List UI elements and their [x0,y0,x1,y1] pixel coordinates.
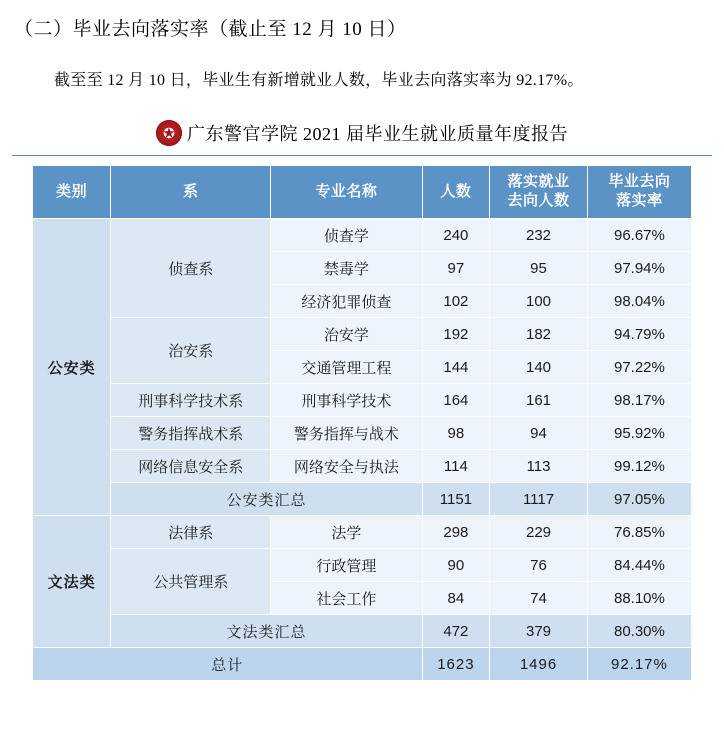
column-header-category [33,166,111,219]
cell-count: 90 [422,549,490,582]
table-header-row [33,166,692,219]
cell-employed: 232 [490,219,588,252]
cell-employed: 100 [490,285,588,318]
cell-rate: 88.10% [587,582,691,615]
cell-major: 行政管理 [271,549,422,582]
table-row [33,219,692,252]
cell-count: 97 [422,252,490,285]
cell-department-xingshi: 刑事科学技术系 [111,384,271,417]
table-row-total [33,648,692,681]
cell-rate: 94.79% [587,318,691,351]
column-header-rate-line1: 毕业去向 [608,173,671,191]
column-header-category-label: 类别 [56,182,88,200]
cell-count: 84 [422,582,490,615]
table-body [33,219,692,681]
document-page [0,14,724,739]
cell-department-zhencha: 侦查系 [111,219,271,318]
employment-rate-table [32,165,692,681]
cell-major: 网络安全与执法 [271,450,422,483]
cell-total-rate: 92.17% [587,648,691,681]
cell-employed: 113 [490,450,588,483]
cell-employed: 140 [490,351,588,384]
cell-total-count: 1623 [422,648,490,681]
cell-subtotal-rate: 80.30% [587,615,691,648]
cell-count: 298 [422,516,490,549]
cell-category-wenfa: 文法类 [33,516,111,648]
report-title-row [0,120,724,146]
column-header-employed [490,166,588,219]
cell-rate: 98.17% [587,384,691,417]
cell-subtotal-employed: 1117 [490,483,588,516]
column-header-rate-line2: 落实率 [616,192,663,209]
table-row [33,318,692,351]
cell-count: 98 [422,417,490,450]
cell-employed: 182 [490,318,588,351]
cell-total-label: 总计 [33,648,423,681]
column-header-employed-line2: 去向人数 [507,192,570,209]
school-emblem-icon [156,120,182,146]
cell-employed: 76 [490,549,588,582]
cell-rate: 97.22% [587,351,691,384]
table-row [33,450,692,483]
column-header-employed-line1: 落实就业 [507,173,570,191]
column-header-department [111,166,271,219]
column-header-rate [587,166,691,219]
cell-subtotal-count: 1151 [422,483,490,516]
cell-employed: 94 [490,417,588,450]
intro-paragraph: 截至至 12 月 10 日，毕业生有新增就业人数，毕业去向落实率为 92.17%。 [54,72,584,89]
table-row [33,384,692,417]
cell-count: 102 [422,285,490,318]
cell-rate: 96.67% [587,219,691,252]
cell-employed: 95 [490,252,588,285]
cell-subtotal-rate: 97.05% [587,483,691,516]
cell-department-jingwu: 警务指挥战术系 [111,417,271,450]
column-header-major-label: 专业名称 [315,182,378,200]
table-header [33,166,692,219]
cell-rate: 76.85% [587,516,691,549]
cell-employed: 161 [490,384,588,417]
cell-major: 经济犯罪侦查 [271,285,422,318]
cell-count: 240 [422,219,490,252]
cell-major: 社会工作 [271,582,422,615]
cell-rate: 84.44% [587,549,691,582]
cell-major: 侦查学 [271,219,422,252]
cell-subtotal-label: 公安类汇总 [111,483,422,516]
cell-department-falv: 法律系 [111,516,271,549]
cell-subtotal-employed: 379 [490,615,588,648]
cell-department-gonggong: 公共管理系 [111,549,271,615]
table-row-subtotal-wenfa [33,615,692,648]
cell-employed: 74 [490,582,588,615]
cell-major: 警务指挥与战术 [271,417,422,450]
cell-rate: 95.92% [587,417,691,450]
cell-major: 法学 [271,516,422,549]
cell-count: 114 [422,450,490,483]
cell-major: 治安学 [271,318,422,351]
cell-major: 交通管理工程 [271,351,422,384]
cell-rate: 99.12% [587,450,691,483]
cell-major: 刑事科学技术 [271,384,422,417]
column-header-count-label: 人数 [440,182,472,200]
column-header-department-label: 系 [183,182,199,200]
cell-subtotal-count: 472 [422,615,490,648]
table-row [33,516,692,549]
title-divider [12,155,712,156]
cell-count: 144 [422,351,490,384]
table-row [33,417,692,450]
cell-department-zhian: 治安系 [111,318,271,384]
cell-total-employed: 1496 [490,648,588,681]
section-heading: （二）毕业去向落实率（截止至 12 月 10 日） [14,19,407,40]
column-header-count [422,166,490,219]
cell-count: 164 [422,384,490,417]
cell-rate: 98.04% [587,285,691,318]
cell-category-gongan: 公安类 [33,219,111,516]
cell-department-wangluo: 网络信息安全系 [111,450,271,483]
column-header-major [271,166,422,219]
cell-major: 禁毒学 [271,252,422,285]
table-row-subtotal-gongan [33,483,692,516]
table-row [33,549,692,582]
report-title: 广东警官学院 2021 届毕业生就业质量年度报告 [187,124,568,144]
cell-count: 192 [422,318,490,351]
cell-rate: 97.94% [587,252,691,285]
cell-subtotal-label: 文法类汇总 [111,615,422,648]
cell-employed: 229 [490,516,588,549]
